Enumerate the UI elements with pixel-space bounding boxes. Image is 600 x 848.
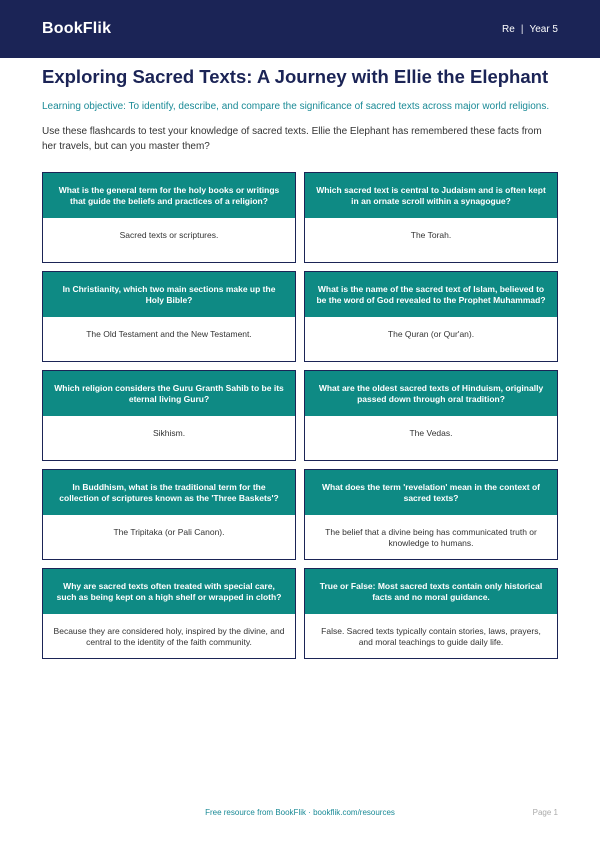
- flashcard-answer: Sacred texts or scriptures.: [43, 218, 295, 262]
- page-header: [0, 0, 600, 58]
- page-title: Exploring Sacred Texts: A Journey with Ellie the Elephant: [42, 66, 549, 87]
- flashcard-answer: The Old Testament and the New Testament.: [43, 317, 295, 361]
- flashcard-answer: The Torah.: [305, 218, 557, 262]
- page-footer: [42, 808, 558, 820]
- brand-logo: BookFlik: [42, 20, 112, 37]
- page-number: Page 1: [532, 808, 558, 817]
- footer-credit-link[interactable]: Free resource from BookFlik · bookflik.com/resources: [205, 808, 395, 817]
- flashcard-question: What is the name of the sacred text of Islam, believed to be the word of God revealed to the Prophet Muhammad?: [305, 272, 557, 317]
- flashcard-question: Which sacred text is central to Judaism and is often kept in an ornate scroll within a synagogue?: [305, 173, 557, 218]
- header-meta: [502, 24, 558, 35]
- flashcard-answer: Because they are considered holy, inspired by the divine, and central to the identity of the faith community.: [43, 614, 295, 658]
- flashcard-question: What are the oldest sacred texts of Hinduism, originally passed down through oral tradition?: [305, 371, 557, 416]
- flashcard-answer: The Quran (or Qur'an).: [305, 317, 557, 361]
- flashcard-answer: The Vedas.: [305, 416, 557, 460]
- flashcard-answer: The belief that a divine being has communicated truth or knowledge to humans.: [305, 515, 557, 559]
- flashcard: [42, 568, 296, 659]
- flashcard: [304, 172, 558, 263]
- flashcard: [42, 271, 296, 362]
- flashcard-question: In Christianity, which two main sections make up the Holy Bible?: [43, 272, 295, 317]
- flashcard-question: What does the term 'revelation' mean in the context of sacred texts?: [305, 470, 557, 515]
- flashcard-answer: Sikhism.: [43, 416, 295, 460]
- flashcard: [304, 271, 558, 362]
- flashcard-grid: [42, 172, 558, 659]
- flashcard-question: In Buddhism, what is the traditional term for the collection of scriptures known as the 'Three Baskets'?: [43, 470, 295, 515]
- flashcard: [304, 370, 558, 461]
- meta-separator: |: [520, 23, 524, 35]
- flashcard-answer: False. Sacred texts typically contain stories, laws, prayers, and moral teachings to guide daily life.: [305, 614, 557, 658]
- flashcard: [42, 469, 296, 560]
- learning-objective: Learning objective: To identify, describe, and compare the significance of sacred texts across major world religions.: [42, 101, 550, 112]
- flashcard-question: Why are sacred texts often treated with special care, such as being kept on a high shelf or wrapped in cloth?: [43, 569, 295, 614]
- flashcard: [304, 469, 558, 560]
- intro-text: Use these flashcards to test your knowledge of sacred texts. Ellie the Elephant has remembered these facts from her travels, but can you master them?: [42, 126, 542, 152]
- flashcard-question: What is the general term for the holy books or writings that guide the beliefs and practices of a religion?: [43, 173, 295, 218]
- flashcard: [42, 172, 296, 263]
- subject-label: Re: [502, 23, 515, 35]
- year-label: Year 5: [529, 23, 558, 35]
- flashcard: [42, 370, 296, 461]
- flashcard-question: True or False: Most sacred texts contain only historical facts and no moral guidance.: [305, 569, 557, 614]
- flashcard-question: Which religion considers the Guru Granth Sahib to be its eternal living Guru?: [43, 371, 295, 416]
- flashcard-answer: The Tripitaka (or Pali Canon).: [43, 515, 295, 559]
- flashcard: [304, 568, 558, 659]
